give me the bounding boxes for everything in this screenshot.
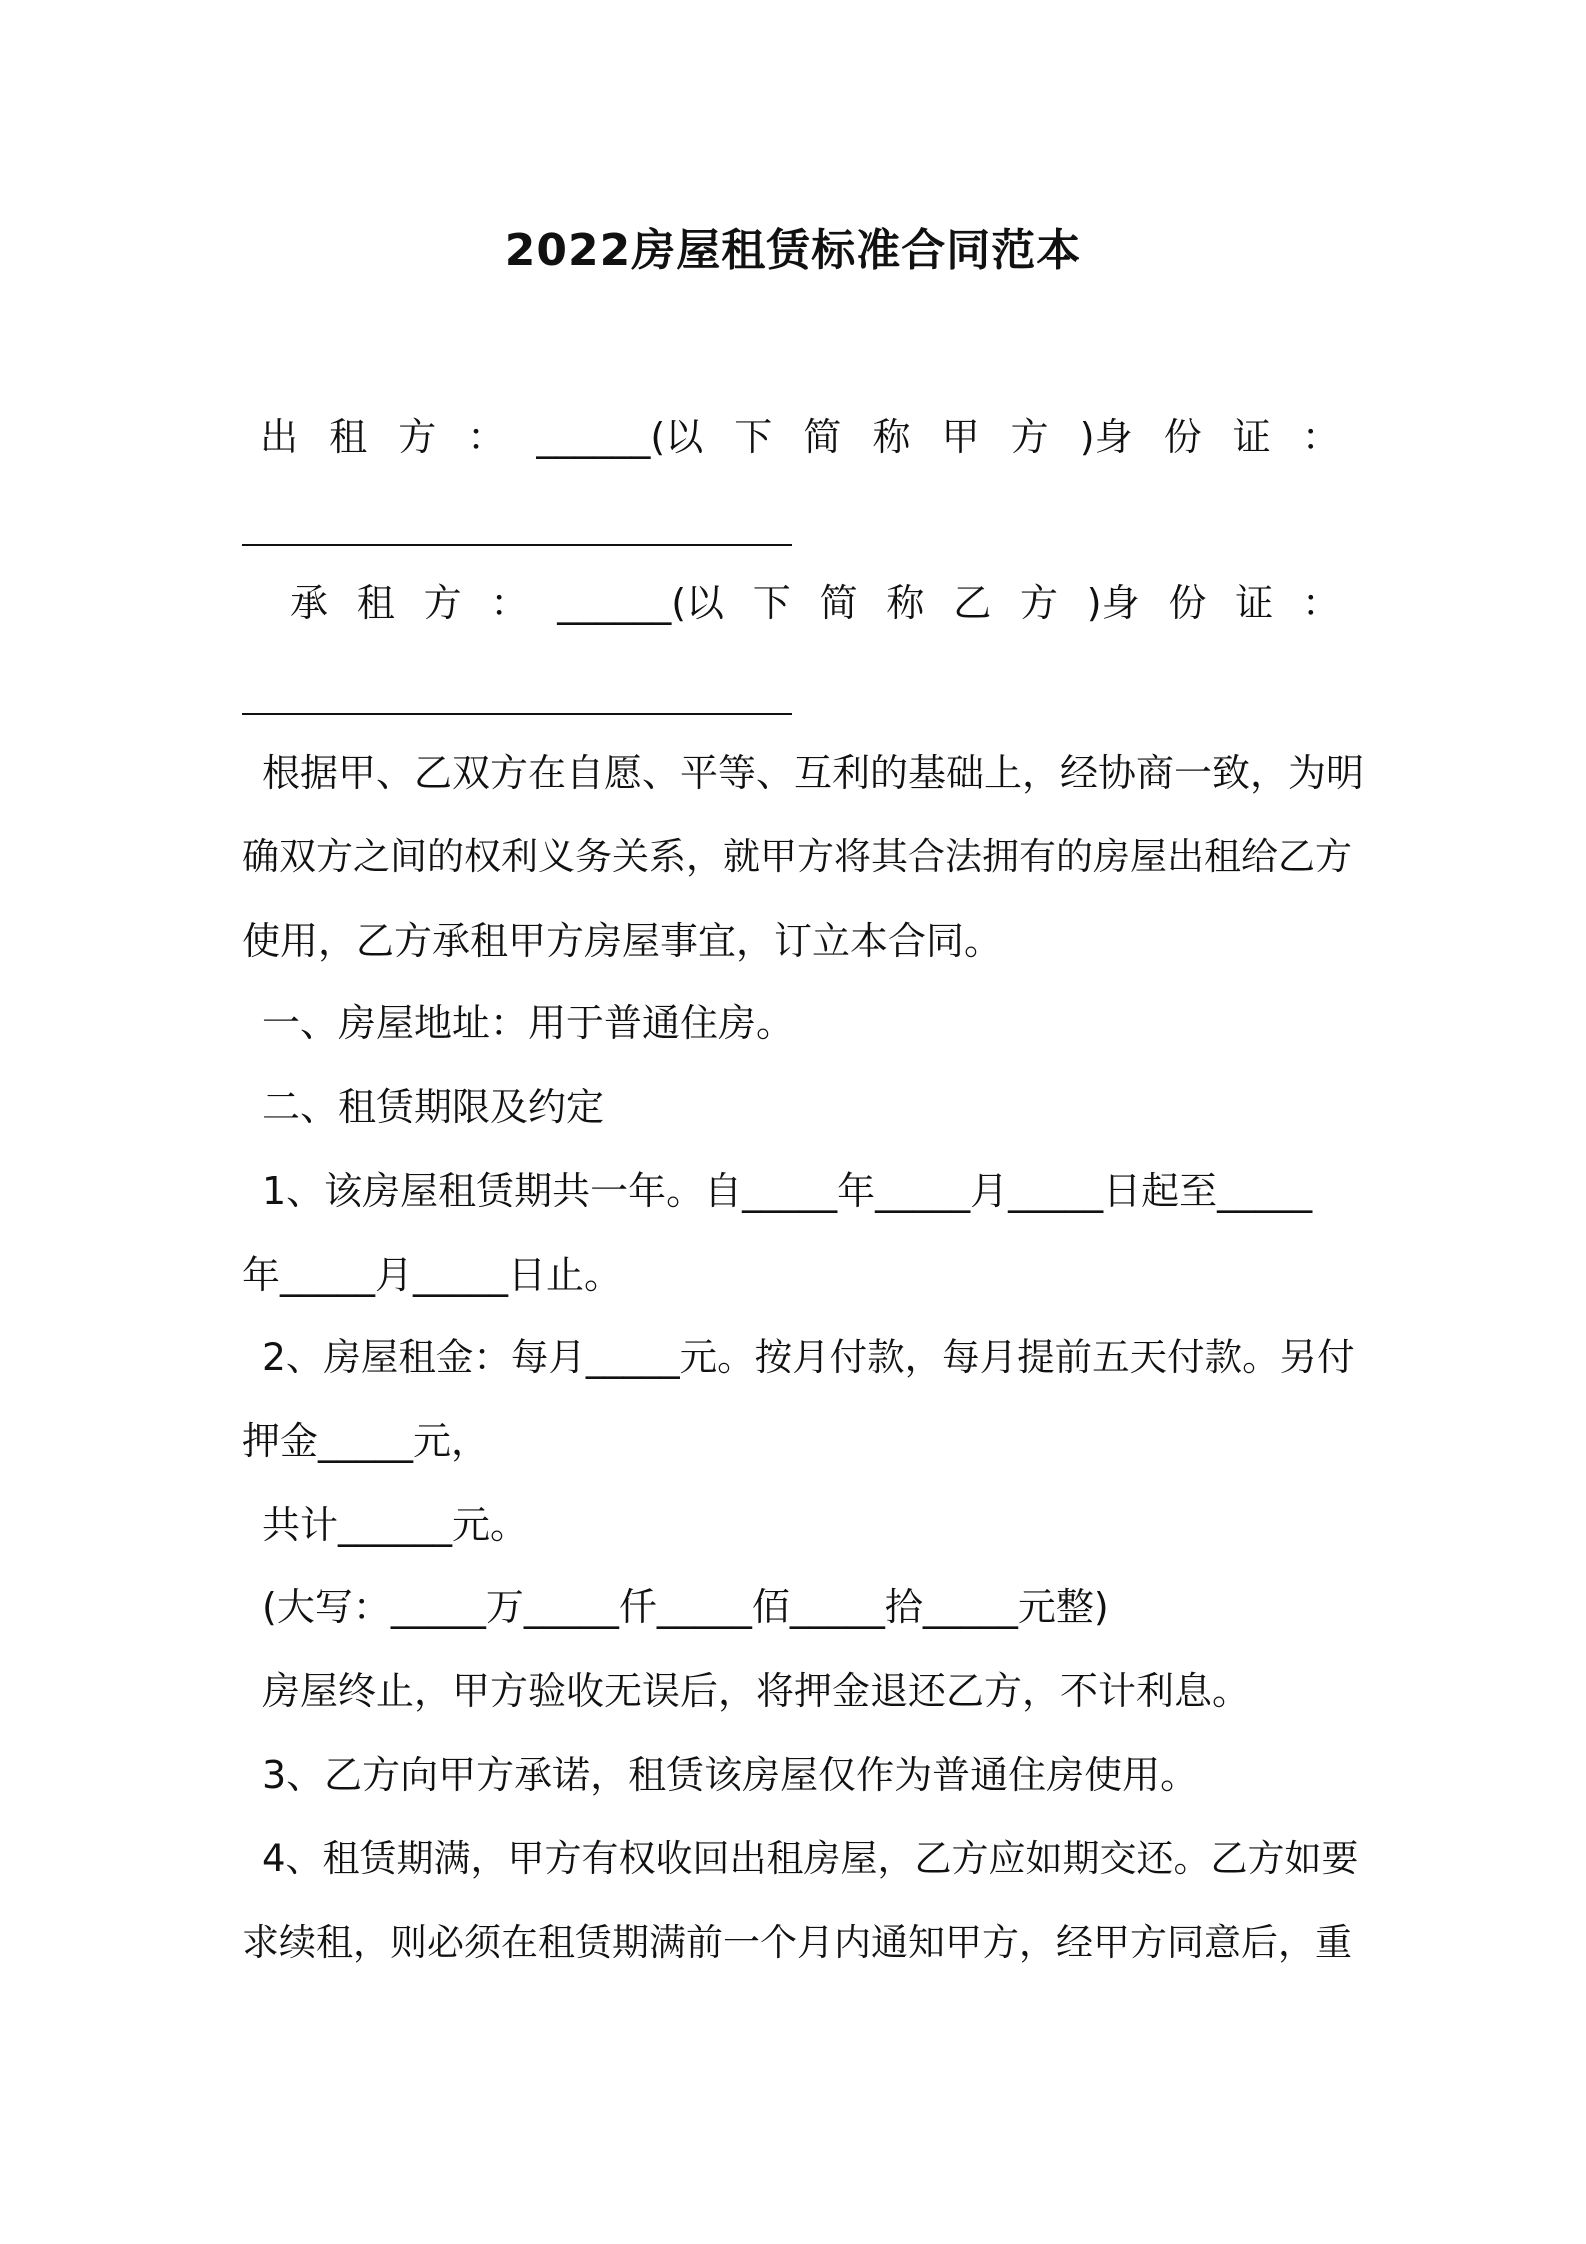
term-1-line: 年_____月_____日止。 (242, 1253, 623, 1297)
lessor-word: 出 (260, 415, 299, 459)
lessee-word: 承 (290, 581, 329, 625)
lessor-word: 简 (803, 415, 842, 459)
uppercase-amount-line: (大写：_____万_____仟_____佰_____拾_____元整) (262, 1585, 1109, 1629)
lessee-word: 称 (886, 581, 925, 625)
lessee-word: ： (1301, 581, 1340, 625)
lessee-word: 方 (423, 581, 462, 625)
preamble-line: 使用，乙方承租甲方房屋事宜，订立本合同。 (242, 919, 1003, 963)
lessor-word: 甲 (941, 415, 980, 459)
lessee-word: ______(以 (557, 581, 725, 625)
lessee-line (290, 576, 1340, 630)
lessee-word: 乙 (953, 581, 992, 625)
lessee-word: 方 (1019, 581, 1058, 625)
lessor-id-blank (242, 544, 792, 546)
lessee-word: 简 (819, 581, 858, 625)
lessor-word: 方 (398, 415, 437, 459)
lessor-word: ： (1301, 415, 1340, 459)
lessor-word: ______(以 (536, 415, 704, 459)
term-2-line: 2、房屋租金：每月_____元。按月付款，每月提前五天付款。另付 (262, 1335, 1355, 1379)
lessor-word: 称 (872, 415, 911, 459)
term-2-line: 押金_____元， (242, 1419, 490, 1463)
preamble-line: 确双方之间的权利义务关系，就甲方将其合法拥有的房屋出租给乙方 (242, 835, 1352, 878)
lessor-word: 证 (1232, 415, 1271, 459)
term-4-line: 求续租，则必须在租赁期满前一个月内通知甲方，经甲方同意后，重 (242, 1921, 1352, 1964)
term-3-line: 3、乙方向甲方承诺，租赁该房屋仅作为普通住房使用。 (262, 1753, 1199, 1797)
clause-house-address: 一、房屋地址：用于普通住房。 (262, 1001, 795, 1045)
lessee-id-blank (242, 713, 792, 715)
lessee-word: ： (490, 581, 529, 625)
term-1-line: 1、该房屋租赁期共一年。自_____年_____月_____日起至_____ (262, 1169, 1313, 1213)
lessor-word: 下 (734, 415, 773, 459)
term-4-line: 4、租赁期满，甲方有权收回出租房屋，乙方应如期交还。乙方如要 (262, 1837, 1359, 1880)
total-amount-line: 共计______元。 (262, 1503, 529, 1547)
lessee-word: 份 (1168, 581, 1207, 625)
preamble-line: 根据甲、乙双方在自愿、平等、互利的基础上，经协商一致，为明 (262, 751, 1365, 795)
deposit-refund-line: 房屋终止，甲方验收无误后，将押金退还乙方，不计利息。 (262, 1669, 1251, 1713)
lessor-word: 份 (1163, 415, 1202, 459)
lessor-word: 方 (1010, 415, 1049, 459)
lessor-line (260, 410, 1340, 464)
lessor-word: ： (467, 415, 506, 459)
lessee-word: 租 (356, 581, 395, 625)
lessee-word: )身 (1086, 581, 1140, 625)
lessor-word: 租 (329, 415, 368, 459)
lessee-word: 下 (752, 581, 791, 625)
lessee-word: 证 (1235, 581, 1274, 625)
lessor-word: )身 (1079, 415, 1133, 459)
document-title: 2022房屋租赁标准合同范本 (504, 225, 1082, 276)
clause-lease-term-heading: 二、租赁期限及约定 (262, 1085, 605, 1129)
